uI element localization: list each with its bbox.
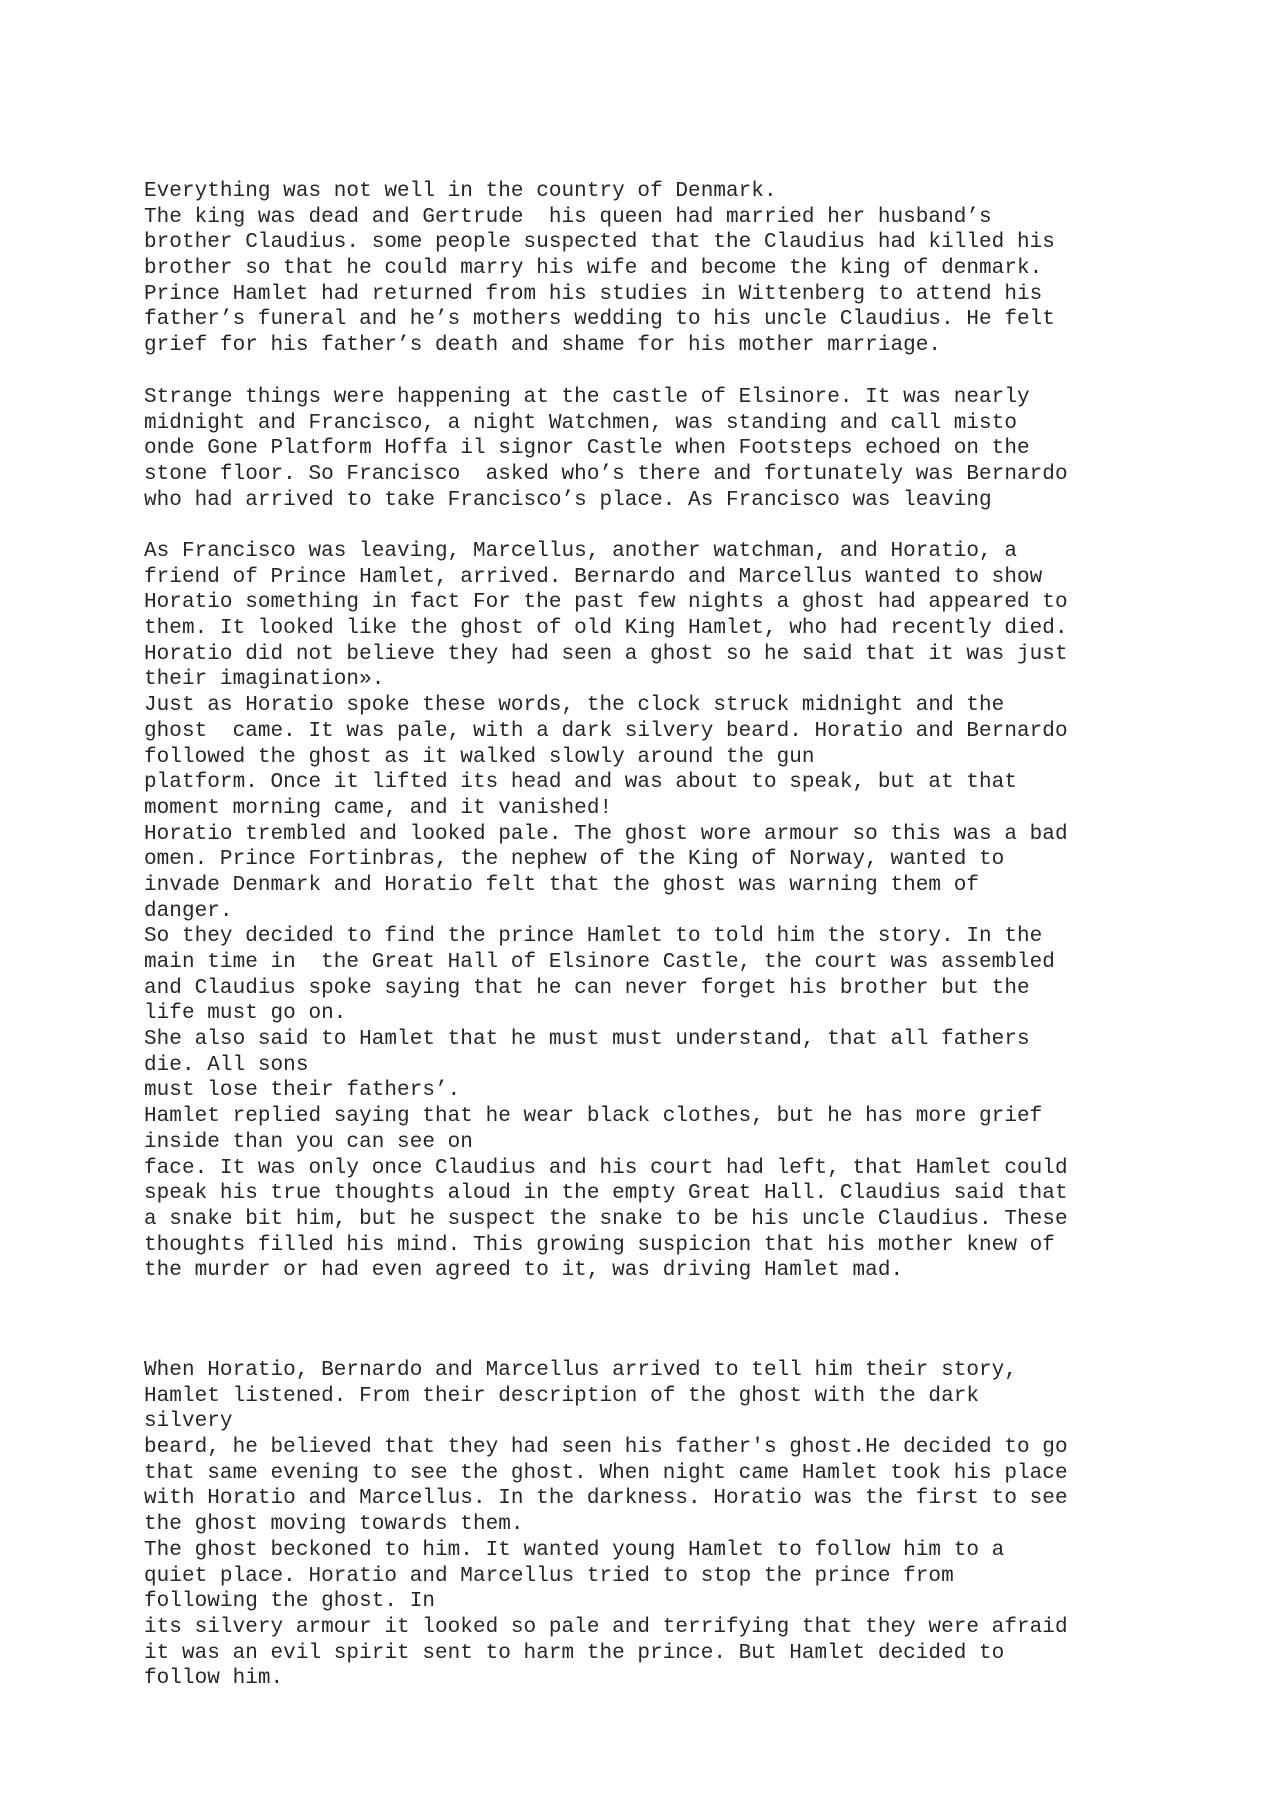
text-line: silvery xyxy=(144,1410,233,1434)
text-line: As Francisco was leaving, Marcellus, another watchman, and Horatio, a xyxy=(144,540,1017,563)
text-line: it was an evil spirit sent to harm the prince. But Hamlet decided to xyxy=(144,1641,1005,1665)
text-line: Hamlet listened. From their description of the ghost with the dark xyxy=(144,1384,980,1408)
text-line: the murder or had even agreed to it, was driving Hamlet mad. xyxy=(144,1259,904,1283)
text-line: When Horatio, Bernardo and Marcellus arrived to tell him their story, xyxy=(144,1359,1017,1382)
text-line: The ghost beckoned to him. It wanted young Hamlet to follow him to a xyxy=(144,1538,1005,1562)
text-line: follow him. xyxy=(144,1667,284,1691)
text-line: midnight and Francisco, a night Watchmen, was standing and call misto xyxy=(144,411,1017,435)
text-line: inside than you can see on xyxy=(144,1130,473,1154)
text-line: following the ghost. In xyxy=(144,1590,435,1614)
text-line: their imagination». xyxy=(144,668,385,692)
text-line: life must go on. xyxy=(144,1002,347,1026)
text-line: its silvery armour it looked so pale and terrifying that they were afraid xyxy=(144,1615,1068,1639)
text-line: main time in the Great Hall of Elsinore Castle, the court was assembled xyxy=(144,951,1055,974)
text-line: invade Denmark and Horatio felt that the ghost was warning them of xyxy=(144,873,980,897)
text-line: Horatio something in fact For the past few nights a ghost had appeared to xyxy=(144,591,1068,615)
text-line: Strange things were happening at the castle of Elsinore. It was nearly xyxy=(144,386,1030,409)
text-line: die. All sons xyxy=(144,1053,309,1077)
text-line: beard, he believed that they had seen his father's ghost.He decided to go xyxy=(144,1436,1068,1460)
text-line: Hamlet replied saying that he wear black clothes, but he has more grief xyxy=(144,1105,1043,1129)
text-line: and Claudius spoke saying that he can never forget his brother but the xyxy=(144,976,1030,1000)
text-line: quiet place. Horatio and Marcellus tried to stop the prince from xyxy=(144,1564,954,1588)
text-line: face. It was only once Claudius and his court had left, that Hamlet could xyxy=(144,1156,1068,1180)
text-line: brother Claudius. some people suspected that the Claudius had killed his xyxy=(144,231,1055,255)
text-line: who had arrived to take Francisco’s place. As Francisco was leaving xyxy=(144,488,992,512)
text-line: them. It looked like the ghost of old King Hamlet, who had recently died. xyxy=(144,617,1068,641)
paragraph-1 xyxy=(144,179,1244,359)
text-line: omen. Prince Fortinbras, the nephew of the King of Norway, wanted to xyxy=(144,848,1005,872)
text-line: followed the ghost as it walked slowly around the gun xyxy=(144,745,815,769)
text-line: ghost came. It was pale, with a dark silvery beard. Horatio and Bernardo xyxy=(144,719,1068,743)
paragraph-3 xyxy=(144,539,1244,1284)
text-line: thoughts filled his mind. This growing suspicion that his mother knew of xyxy=(144,1233,1055,1257)
paragraph-2 xyxy=(144,385,1244,513)
text-line: moment morning came, and it vanished! xyxy=(144,796,613,820)
text-line: Horatio trembled and looked pale. The ghost wore armour so this was a bad xyxy=(144,822,1068,846)
text-line: father’s funeral and he’s mothers wedding to his uncle Claudius. He felt xyxy=(144,308,1055,332)
text-line: that same evening to see the ghost. When night came Hamlet took his place xyxy=(144,1461,1068,1485)
text-line: danger. xyxy=(144,899,233,923)
text-line: must lose their fathers’. xyxy=(144,1079,461,1103)
text-line: with Horatio and Marcellus. In the darkness. Horatio was the first to see xyxy=(144,1487,1068,1511)
text-line: Everything was not well in the country of Denmark. xyxy=(144,180,777,203)
text-line: platform. Once it lifted its head and was about to speak, but at that xyxy=(144,771,1017,795)
text-line: The king was dead and Gertrude his queen had married her husband’s xyxy=(144,205,992,229)
text-line: Horatio did not believe they had seen a ghost so he said that it was just xyxy=(144,642,1068,666)
paragraph-4 xyxy=(144,1358,1244,1692)
text-line: brother so that he could marry his wife and become the king of denmark. xyxy=(144,257,1043,281)
text-line: the ghost moving towards them. xyxy=(144,1513,524,1537)
text-line: Prince Hamlet had returned from his studies in Wittenberg to attend his xyxy=(144,282,1043,306)
text-line: speak his true thoughts aloud in the empty Great Hall. Claudius said that xyxy=(144,1182,1068,1206)
text-line: grief for his father’s death and shame for his mother marriage. xyxy=(144,334,942,358)
text-line: onde Gone Platform Hoffa il signor Castle when Footsteps echoed on the xyxy=(144,437,1030,461)
text-line: Just as Horatio spoke these words, the clock struck midnight and the xyxy=(144,694,1005,718)
text-line: a snake bit him, but he suspect the snake to be his uncle Claudius. These xyxy=(144,1207,1068,1231)
text-line: So they decided to find the prince Hamlet to told him the story. In the xyxy=(144,925,1043,949)
text-line: She also said to Hamlet that he must must understand, that all fathers xyxy=(144,1028,1030,1052)
text-line: stone floor. So Francisco asked who’s there and fortunately was Bernardo xyxy=(144,463,1068,487)
text-line: friend of Prince Hamlet, arrived. Bernardo and Marcellus wanted to show xyxy=(144,565,1043,589)
